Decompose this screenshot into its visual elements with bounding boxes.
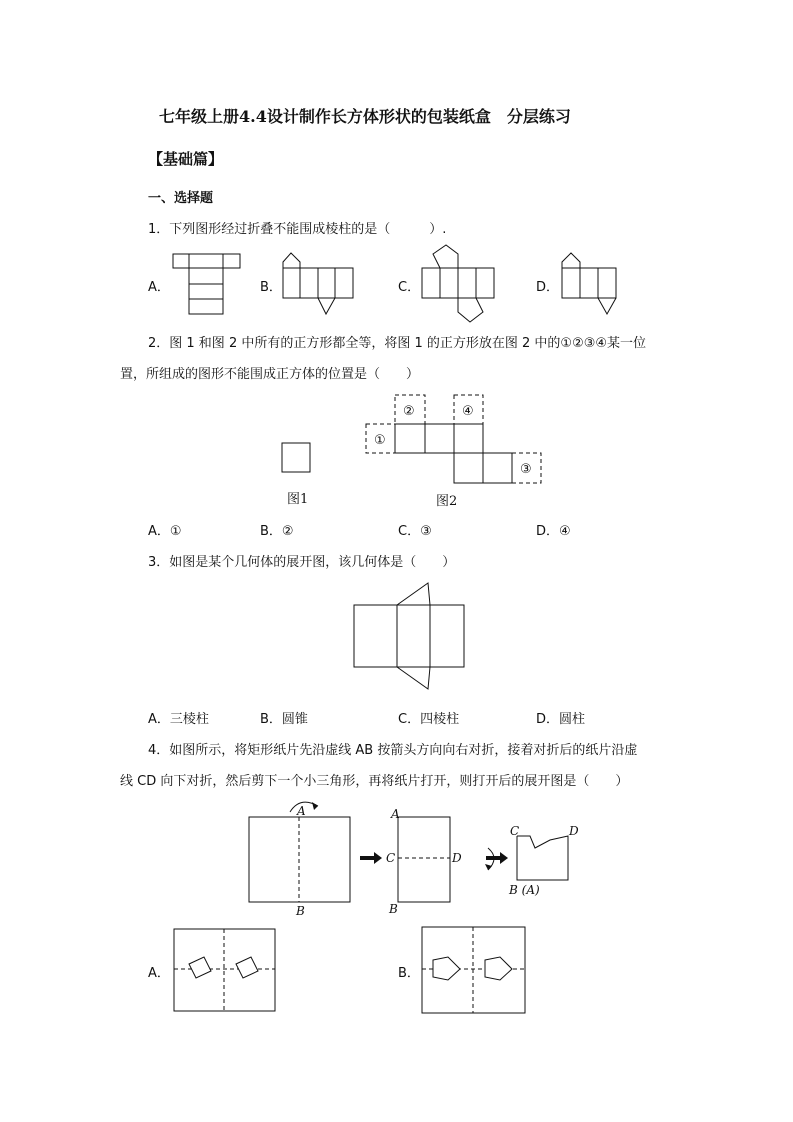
q2-figure1-caption: 图1 [287, 492, 309, 507]
q4-arrow-1 [360, 852, 382, 864]
q4-step2-paper [386, 807, 494, 916]
q4-label-a: A [297, 804, 306, 818]
question-2-text-line1: 2．图 1 和图 2 中所有的正方形都全等，将图 1 的正方形放在图 2 中的①②③④某一位 [148, 336, 647, 351]
question-2-text-line2: 置，所组成的图形不能围成正方体的位置是（ ） [120, 367, 420, 382]
q1-option-c-label: C． [398, 280, 421, 295]
q4-step3-paper [508, 824, 579, 897]
q2-marker-4: ④ [462, 404, 474, 419]
q4-option-b-figure [422, 927, 525, 1013]
q4-option-a-figure [174, 929, 275, 1011]
q1-option-d-label: D． [536, 280, 560, 295]
q1-option-b-label: B． [260, 280, 282, 295]
section-heading: 【基础篇】 [148, 150, 224, 168]
q4-label-a2: A [391, 807, 400, 821]
question-3-text: 3．如图是某个几何体的展开图，该几何体是（ ） [148, 555, 456, 570]
q4-label-b2: B [389, 902, 398, 916]
q3-option-c: C．四棱柱 [398, 712, 460, 727]
q2-option-c: C．③ [398, 524, 432, 539]
q2-marker-2: ② [403, 404, 415, 419]
q3-option-b: B．圆锥 [260, 712, 308, 727]
q3-option-a: A．三棱柱 [148, 712, 209, 727]
q2-option-a: A．① [148, 524, 182, 539]
q2-option-d: D．④ [536, 524, 571, 539]
q1-option-a-label: A． [148, 280, 170, 295]
q2-marker-1: ① [374, 433, 386, 448]
q4-option-a-label: A． [148, 966, 170, 981]
question-1-text: 1．下列图形经过折叠不能围成棱柱的是（ ）. [148, 222, 447, 237]
q4-arrow-2 [486, 852, 508, 864]
q4-label-d: D [452, 851, 462, 865]
q3-option-d: D．圆柱 [536, 712, 586, 727]
q2-option-b: B．② [260, 524, 294, 539]
q4-label-ba: B (A) [509, 883, 540, 897]
question-4-text-line2: 线 CD 向下对折，然后剪下一个小三角形，再将纸片打开，则打开后的展开图是（ ） [120, 774, 629, 789]
question-4-text-line1: 4．如图所示，将矩形纸片先沿虚线 AB 按箭头方向向右对折，接着对折后的纸片沿虚 [148, 743, 638, 758]
q2-marker-3: ③ [520, 462, 532, 477]
page-title: 七年级上册4.4设计制作长方体形状的包装纸盒 分层练习 [159, 107, 571, 126]
q4-step1-paper [249, 802, 350, 918]
q4-label-c2: C [510, 824, 520, 838]
q4-label-c: C [386, 851, 396, 865]
q4-label-d2: D [569, 824, 579, 838]
q4-option-b-label: B． [398, 966, 420, 981]
q2-figure2-caption: 图2 [436, 494, 458, 509]
subsection-heading: 一、选择题 [148, 191, 214, 206]
q4-label-b: B [296, 904, 305, 918]
